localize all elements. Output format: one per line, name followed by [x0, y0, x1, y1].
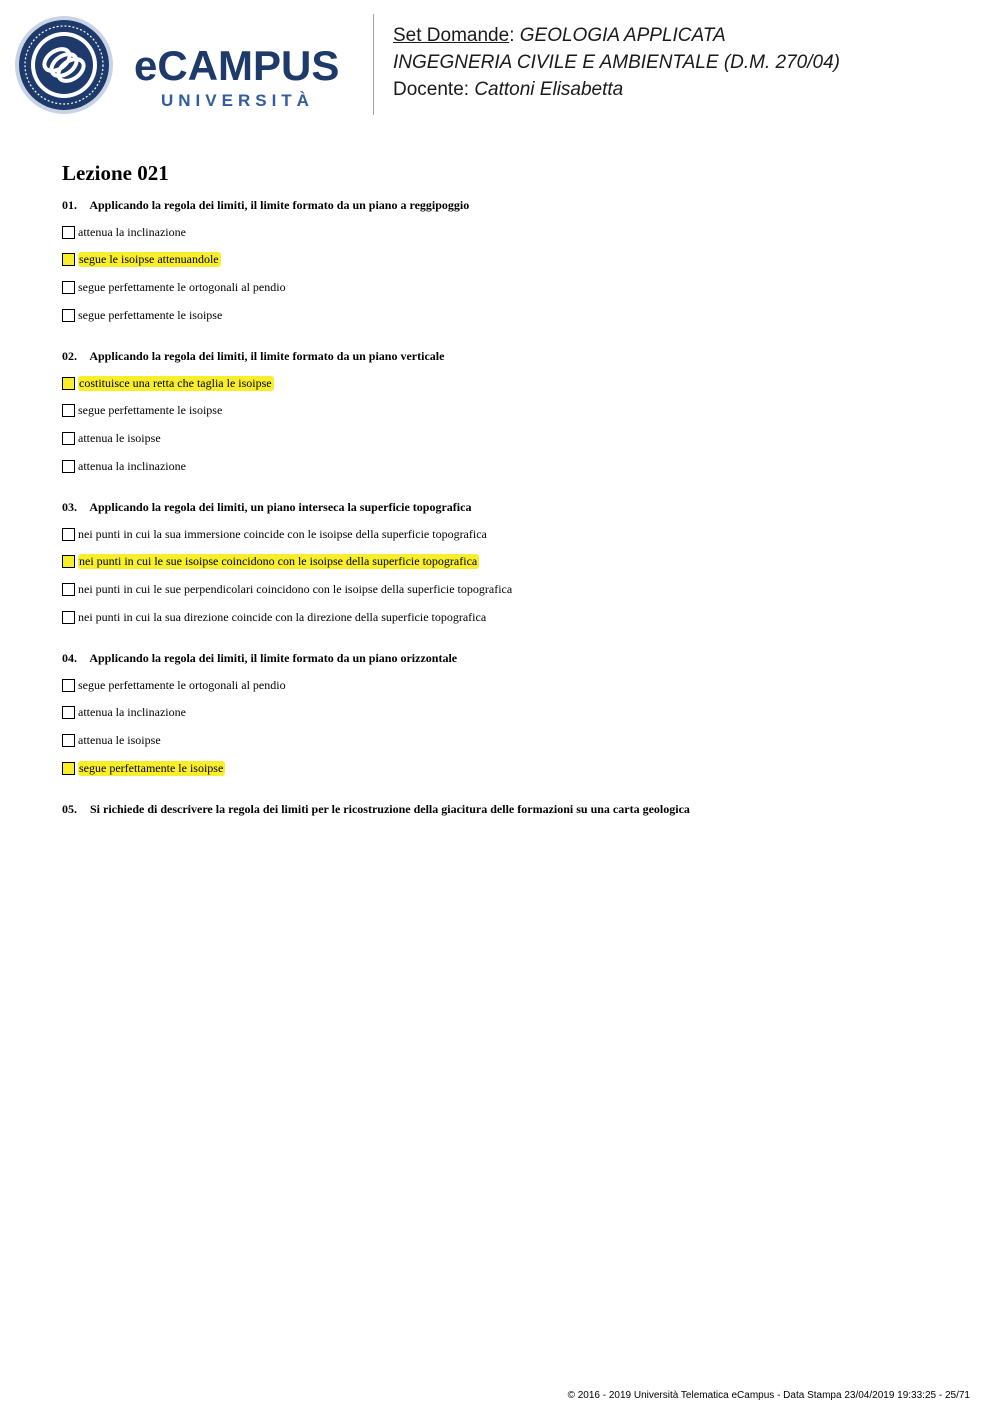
answer-checkbox[interactable]	[62, 706, 75, 719]
answer-checkbox[interactable]	[62, 226, 75, 239]
answer-option[interactable]	[62, 732, 161, 748]
answer-option[interactable]	[62, 402, 222, 418]
answer-checkbox[interactable]	[62, 460, 75, 473]
question-text: Applicando la regola dei limiti, il limite formato da un piano orizzontale	[89, 651, 458, 665]
ecampus-logo	[14, 14, 359, 118]
question-text: Si richiede di descrivere la regola dei limiti per le ricostruzione della giacitura delle formazioni su una carta geologica	[90, 802, 690, 816]
answer-text: nei punti in cui le sue perpendicolari coincidono con le isoipse della superficie topografica	[78, 581, 513, 596]
question-number: 04.	[62, 651, 77, 665]
header-program-line	[393, 49, 840, 76]
answer-checkbox[interactable]	[62, 555, 75, 568]
answer-text: attenua le isoipse	[78, 732, 161, 747]
answer-option-highlighted[interactable]	[62, 553, 479, 569]
page-footer: © 2016 - 2019 Università Telematica eCampus - Data Stampa 23/04/2019 19:33:25 - 25/71	[567, 1390, 970, 1401]
answer-checkbox[interactable]	[62, 583, 75, 596]
answer-text: attenua la inclinazione	[78, 224, 186, 239]
answer-text: attenua la inclinazione	[78, 458, 186, 473]
answer-text: segue perfettamente le ortogonali al pendio	[78, 279, 286, 294]
answer-option[interactable]	[62, 458, 186, 474]
answer-option[interactable]	[62, 704, 186, 720]
answer-option[interactable]	[62, 430, 161, 446]
logo-brand: eCAMPUS	[134, 42, 340, 89]
answer-text: segue perfettamente le isoipse	[78, 402, 223, 417]
answer-option[interactable]	[62, 677, 286, 693]
set-label: Set Domande	[393, 25, 510, 46]
answer-checkbox[interactable]	[62, 611, 75, 624]
header-teacher-line	[393, 76, 840, 103]
question-title	[62, 500, 471, 515]
answer-text: costituisce una retta che taglia le isoipse	[79, 375, 272, 390]
answer-text: segue perfettamente le ortogonali al pendio	[78, 677, 286, 692]
answer-option[interactable]	[62, 279, 286, 295]
answer-option-highlighted[interactable]	[62, 251, 221, 267]
answer-text: nei punti in cui la sua direzione coincide con la direzione della superficie topografica	[78, 609, 487, 624]
answer-text: attenua le isoipse	[78, 430, 161, 445]
answer-checkbox[interactable]	[62, 404, 75, 417]
question-title	[62, 198, 469, 213]
university-seal-icon	[15, 16, 113, 114]
question-number: 02.	[62, 349, 77, 363]
course-name: GEOLOGIA APPLICATA	[519, 25, 726, 46]
question-title	[62, 802, 690, 817]
question-number: 03.	[62, 500, 77, 514]
answer-text: nei punti in cui le sue isoipse coincidono con le isoipse della superficie topografica	[79, 553, 478, 568]
logo-subtitle: UNIVERSITÀ	[161, 91, 314, 110]
question-number: 05.	[62, 802, 77, 816]
question-title	[62, 651, 457, 666]
answer-option[interactable]	[62, 609, 486, 625]
answer-checkbox[interactable]	[62, 253, 75, 266]
answer-text: attenua la inclinazione	[78, 704, 186, 719]
answer-option-highlighted[interactable]	[62, 760, 225, 776]
header-divider	[373, 14, 374, 115]
question-text: Applicando la regola dei limiti, un piano interseca la superficie topografica	[89, 500, 472, 514]
document-header	[393, 22, 840, 103]
question-title	[62, 349, 444, 364]
answer-checkbox[interactable]	[62, 528, 75, 541]
answer-option-highlighted[interactable]	[62, 375, 274, 391]
program-name: INGEGNERIA CIVILE E AMBIENTALE (D.M. 270/04)	[393, 52, 840, 73]
answer-option[interactable]	[62, 307, 222, 323]
answer-option[interactable]	[62, 581, 512, 597]
teacher-name: Cattoni Elisabetta	[474, 79, 624, 100]
answer-text: nei punti in cui la sua immersione coincide con le isoipse della superficie topografica	[78, 526, 487, 541]
answer-option[interactable]	[62, 224, 186, 240]
question-text: Applicando la regola dei limiti, il limite formato da un piano verticale	[89, 349, 445, 363]
answer-checkbox[interactable]	[62, 762, 75, 775]
answer-text: segue perfettamente le isoipse	[79, 760, 224, 775]
teacher-label: Docente:	[393, 79, 470, 100]
lesson-title: Lezione 021	[62, 161, 169, 185]
answer-text: segue perfettamente le isoipse	[78, 307, 223, 322]
answer-option[interactable]	[62, 526, 487, 542]
answer-checkbox[interactable]	[62, 377, 75, 390]
answer-checkbox[interactable]	[62, 734, 75, 747]
answer-checkbox[interactable]	[62, 281, 75, 294]
answer-checkbox[interactable]	[62, 679, 75, 692]
answer-checkbox[interactable]	[62, 432, 75, 445]
set-separator: :	[509, 25, 515, 46]
answer-text: segue le isoipse attenuandole	[79, 251, 219, 266]
answer-checkbox[interactable]	[62, 309, 75, 322]
header-course-line	[393, 22, 840, 49]
question-number: 01.	[62, 198, 77, 212]
question-text: Applicando la regola dei limiti, il limite formato da un piano a reggipoggio	[89, 198, 470, 212]
